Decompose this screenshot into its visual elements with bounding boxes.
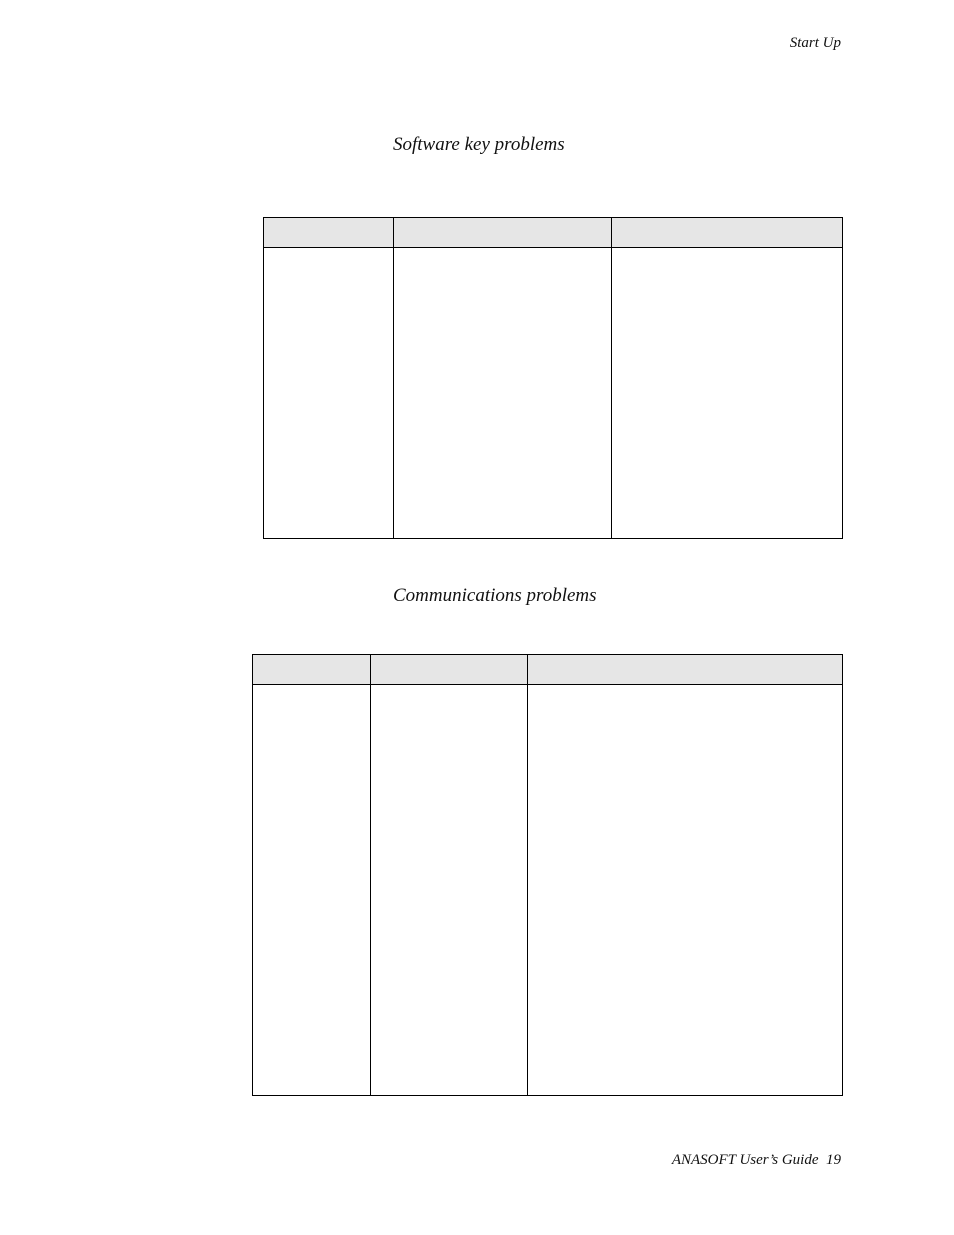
- table-header-row: [264, 218, 843, 248]
- communications-problems-table: [252, 654, 843, 1096]
- table-row: [264, 248, 843, 539]
- column-header: [528, 655, 843, 685]
- section-heading-software-key-problems: Software key problems: [393, 134, 565, 155]
- section-heading-communications-problems: Communications problems: [393, 585, 597, 606]
- table-cell: [394, 248, 612, 539]
- column-header: [371, 655, 528, 685]
- table-cell: [371, 685, 528, 1096]
- table-cell: [253, 685, 371, 1096]
- footer-title: ANASOFT User’s Guide: [671, 1152, 819, 1168]
- column-header: [612, 218, 843, 248]
- table-row: [253, 685, 843, 1096]
- column-header: [394, 218, 612, 248]
- table-header-row: [253, 655, 843, 685]
- table-cell: [264, 248, 394, 539]
- page-footer: [672, 1152, 841, 1169]
- running-header: Start Up: [789, 35, 841, 51]
- column-header: [253, 655, 371, 685]
- software-key-problems-table: [263, 217, 843, 539]
- table-cell: [528, 685, 843, 1096]
- column-header: [264, 218, 394, 248]
- page-number: 19: [826, 1152, 841, 1168]
- table-cell: [612, 248, 843, 539]
